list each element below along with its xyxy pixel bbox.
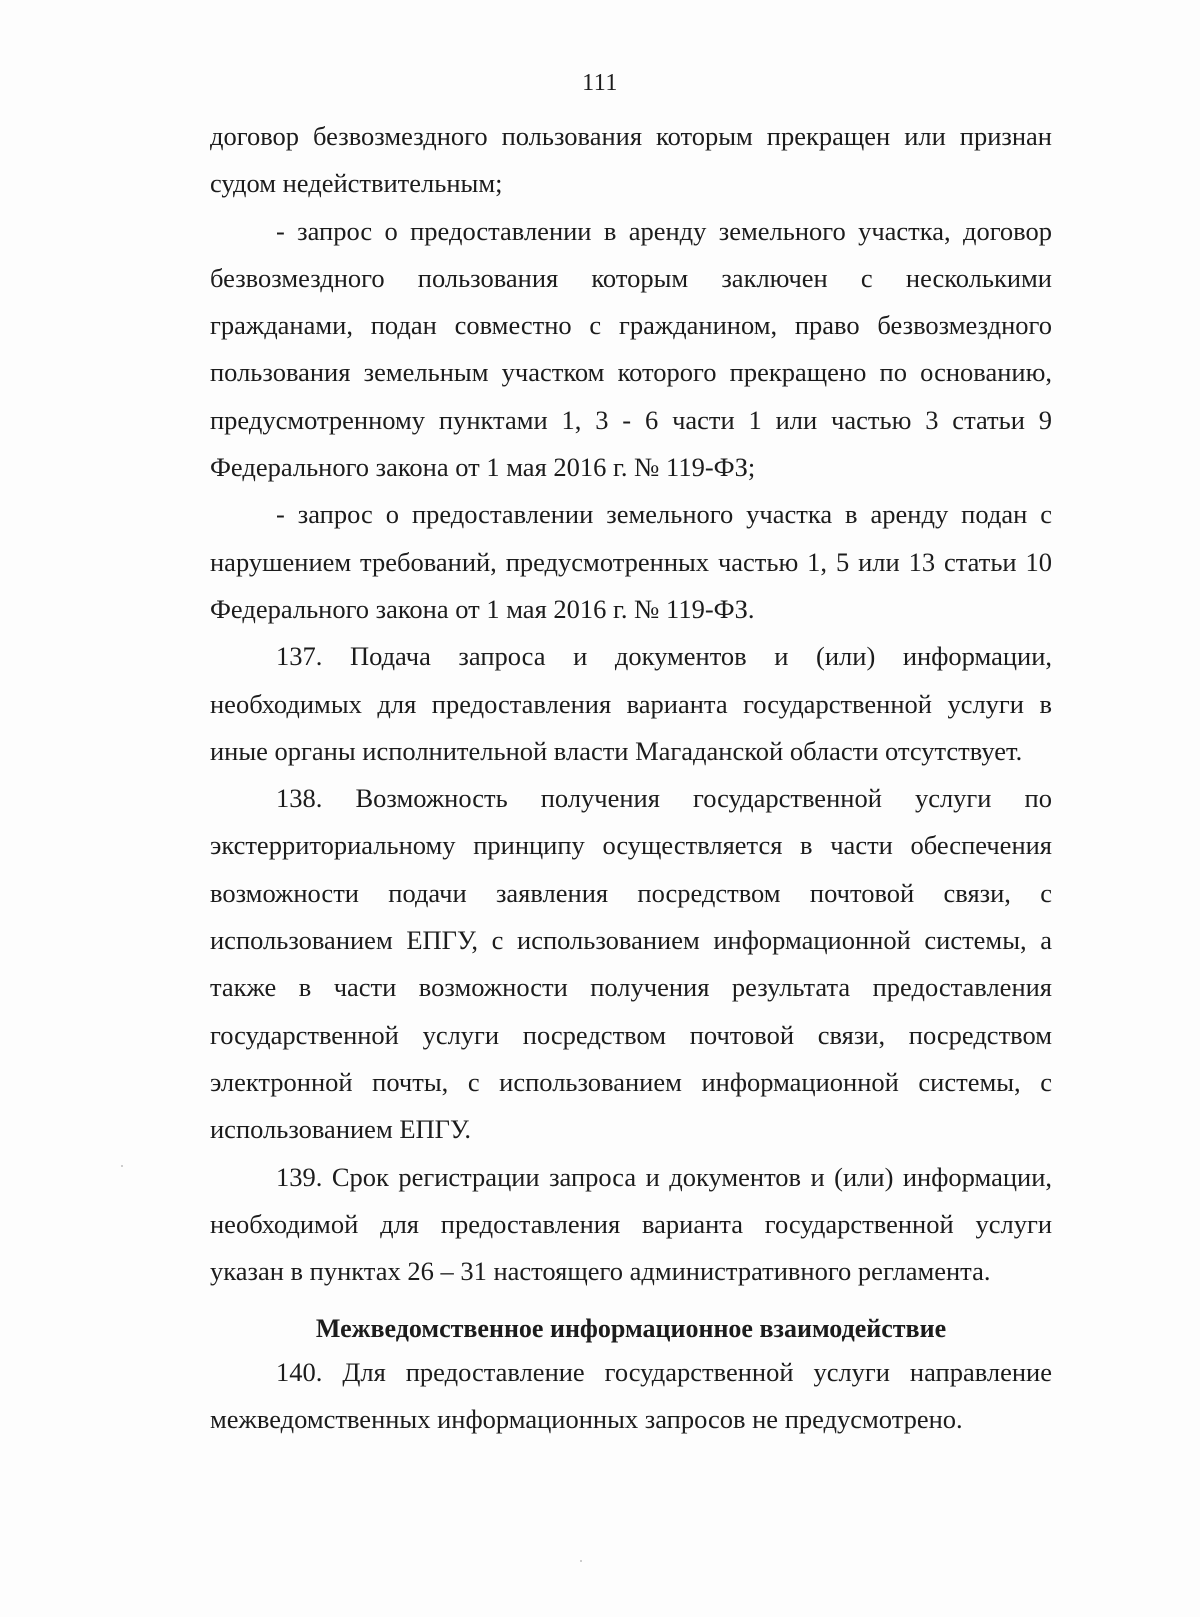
paragraph-139: 139. Срок регистрации запроса и документов и (или) информации, необходимой для предоставления варианта государственной услуги указан в пунктах 26 – 31 настоящего административного регламента.	[210, 1161, 1052, 1287]
section-heading: Межведомственное информационное взаимодействие	[315, 1314, 947, 1343]
paragraph-137: 137. Подача запроса и документов и (или) информации, необходимых для предоставления варианта государственной услуги в иные органы исполнительной власти Магаданской области отсутствует.	[210, 641, 1052, 766]
page-number: 111	[582, 70, 618, 96]
scan-speck	[121, 1165, 123, 1167]
document-body	[210, 113, 1052, 1295]
paragraph-140: 140. Для предоставление государственной услуги направление межведомственных информационных запросов не предусмотрено.	[210, 1357, 1052, 1435]
scan-speck	[580, 1560, 582, 1562]
paragraph-continuation: договор безвозмездного пользования которым прекращен или признан судом недействительным;	[210, 121, 1052, 199]
paragraph-list-item-1: - запрос о предоставлении в аренду земельного участка, договор безвозмездного пользования которым заключен с несколькими гражданами, подан совместно с гражданином, право безвозмездного пользования земельным участком которого прекращено по основанию, предусмотренному пунктами 1, 3 - 6 части 1 или частью 3 статьи 9 Федерального закона от 1 мая 2016 г. № 119-ФЗ;	[210, 215, 1052, 483]
paragraph-138: 138. Возможность получения государственной услуги по экстерриториальному принципу осуществляется в части обеспечения возможности подачи заявления посредством почтовой связи, с использованием ЕПГУ, с использованием информационной системы, а также в части возможности получения результата предоставления государственной услуги посредством почтовой связи, посредством электронной почты, с использованием информационной системы, с использованием ЕПГУ.	[210, 783, 1052, 1145]
paragraph-list-item-2: - запрос о предоставлении земельного участка в аренду подан с нарушением требований, предусмотренных частью 1, 5 или 13 статьи 10 Федерального закона от 1 мая 2016 г. № 119-ФЗ.	[210, 499, 1052, 624]
document-body-bottom	[210, 1349, 1052, 1444]
